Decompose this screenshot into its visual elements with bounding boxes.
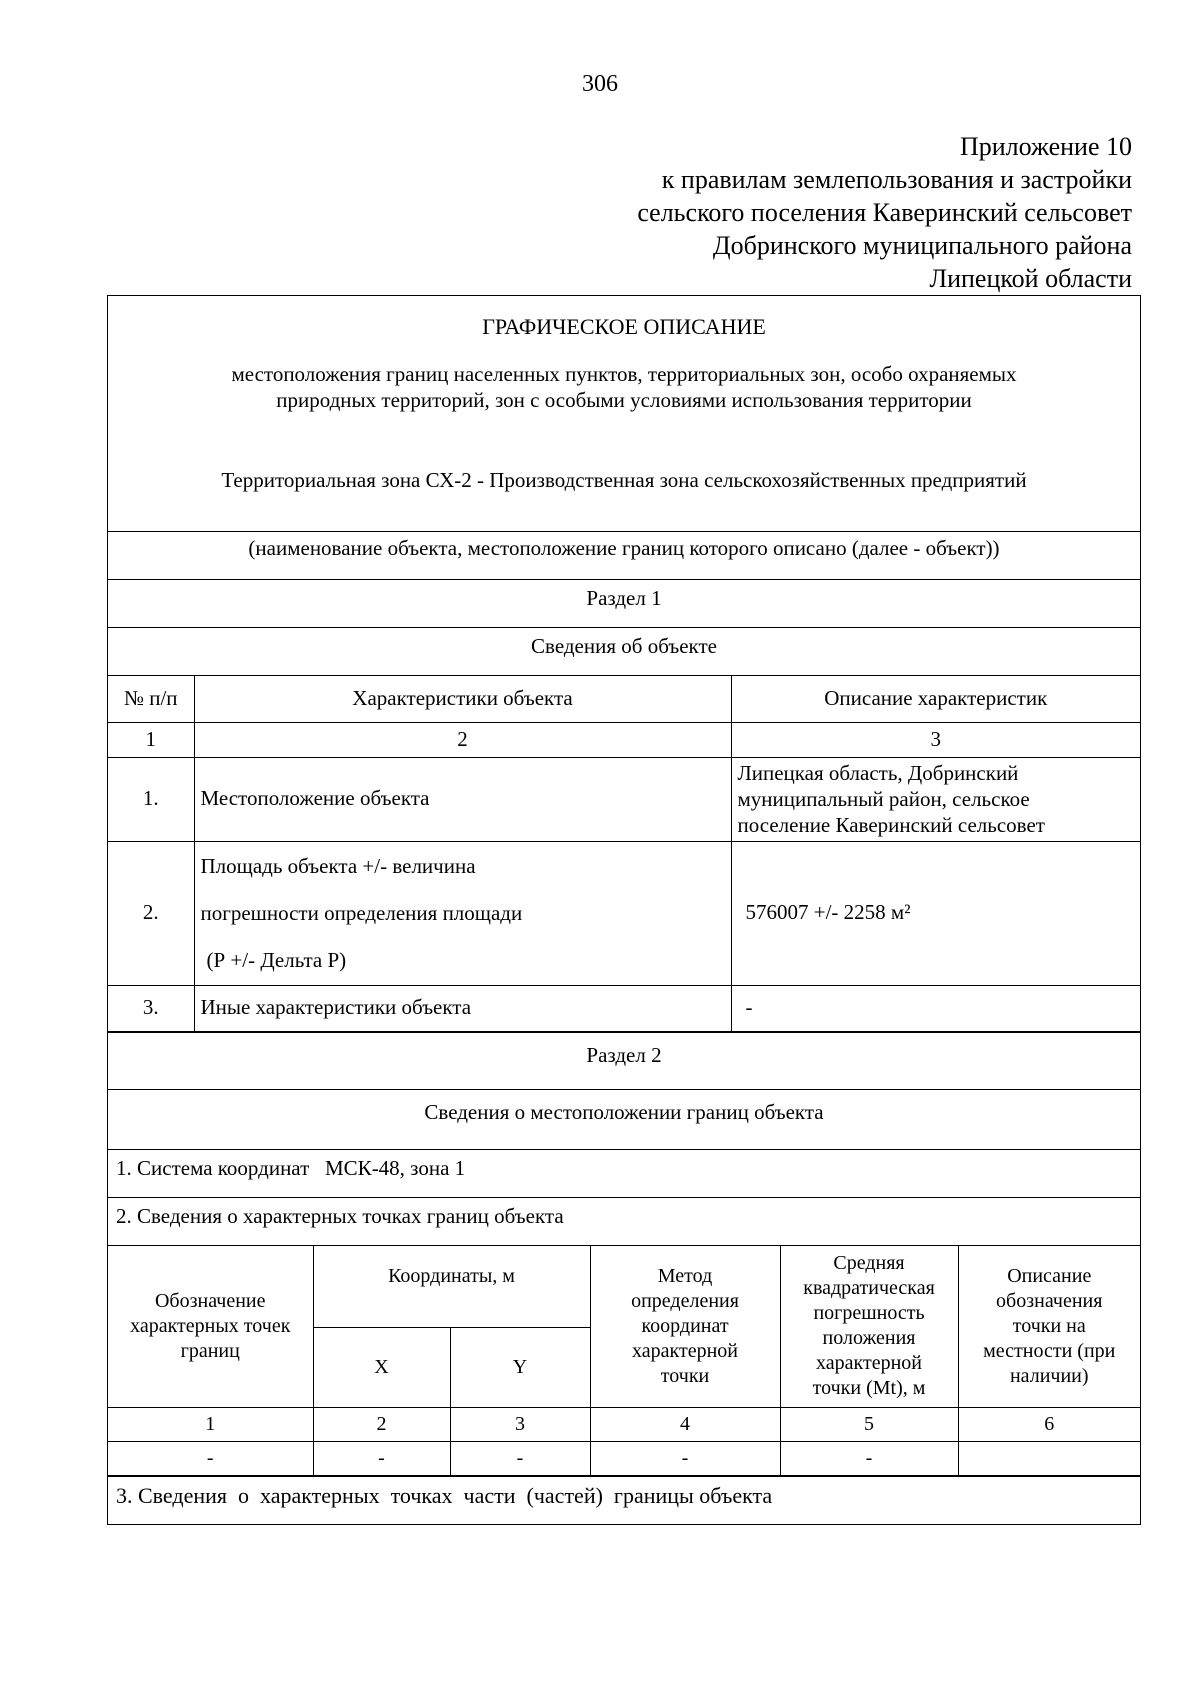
object-caption: (наименование объекта, местоположение границ которого описано (далее - объект)): [108, 532, 1140, 580]
appendix-line: Липецкой области: [929, 264, 1132, 293]
column-header: Координаты, м: [313, 1246, 590, 1328]
column-number: 5: [780, 1408, 958, 1442]
column-header: Y: [450, 1328, 590, 1408]
name-line: (Р +/- Дельта Р): [206, 947, 347, 972]
value-line: Липецкая область, Добринский: [737, 761, 1019, 785]
column-header: Метод определения координат характерной точки: [590, 1246, 780, 1408]
characteristic-value: 576007 +/- 2258 м²: [731, 841, 1140, 985]
row-number: 3.: [108, 985, 194, 1031]
column-number: 1: [108, 722, 194, 757]
characteristic-name: Иные характеристики объекта: [194, 985, 731, 1031]
characteristic-value: -: [731, 985, 1140, 1031]
column-header: Описание характеристик: [731, 676, 1140, 722]
column-header: № п/п: [108, 676, 194, 722]
boundary-points-table: [108, 1246, 1140, 1477]
column-header: Обозначение характерных точек границ: [108, 1246, 313, 1408]
section-1-title: Раздел 1: [108, 580, 1140, 628]
name-line: погрешности определения площади: [200, 900, 523, 925]
table-row: [108, 985, 1140, 1031]
column-header: X: [313, 1328, 450, 1408]
table-cell: -: [108, 1442, 313, 1476]
column-header: Средняя квадратическая погрешность положения характерной точки (Mt), м: [780, 1246, 958, 1408]
table-cell: -: [780, 1442, 958, 1476]
section-1-heading: Сведения об объекте: [108, 628, 1140, 676]
column-number: 6: [958, 1408, 1140, 1442]
page-number: 306: [582, 71, 618, 97]
form-title: ГРАФИЧЕСКОЕ ОПИСАНИЕ: [482, 314, 766, 339]
form-header: [108, 296, 1140, 532]
parts-heading: 3. Сведения о характерных точках части (частей) границы объекта: [108, 1476, 1140, 1524]
form-subtitle: [148, 361, 1100, 413]
column-number: 2: [194, 722, 731, 757]
object-info-table: [108, 676, 1140, 1032]
row-number: 1.: [108, 757, 194, 841]
column-number: 3: [731, 722, 1140, 757]
row-number: 2.: [108, 841, 194, 985]
table-cell: -: [450, 1442, 590, 1476]
table-row: [108, 757, 1140, 841]
column-number: 2: [313, 1408, 450, 1442]
section-2-title: Раздел 2: [108, 1032, 1140, 1090]
characteristic-name: Местоположение объекта: [194, 757, 731, 841]
form-subtitle-line: природных территорий, зон с особыми условиями использования территории: [276, 388, 972, 412]
appendix-line: Добринского муниципального района: [712, 231, 1132, 260]
table-row: [108, 1442, 1140, 1476]
graphic-description-form: [107, 295, 1141, 1525]
appendix-line: к правилам землепользования и застройки: [661, 165, 1132, 194]
column-header: Описание обозначения точки на местности (при наличии): [958, 1246, 1140, 1408]
name-line: Площадь объекта +/- величина: [200, 853, 476, 878]
characteristic-value: [731, 757, 1140, 841]
column-number: 4: [590, 1408, 780, 1442]
table-row: [108, 841, 1140, 985]
points-heading: 2. Сведения о характерных точках границ объекта: [108, 1198, 1140, 1246]
coordinate-system: 1. Система координат МСК-48, зона 1: [108, 1150, 1140, 1198]
table-cell: -: [313, 1442, 450, 1476]
column-number: 3: [450, 1408, 590, 1442]
section-2-heading: Сведения о местоположении границ объекта: [108, 1090, 1140, 1150]
value-line: муниципальный район, сельское: [737, 787, 1030, 811]
appendix-line: Приложение 10: [959, 132, 1132, 161]
zone-name: Территориальная зона СХ-2 - Производственная зона сельскохозяйственных предприятий: [221, 468, 1027, 492]
value-line: поселение Каверинский сельсовет: [737, 813, 1045, 837]
column-header: Характеристики объекта: [194, 676, 731, 722]
table-cell: [958, 1442, 1140, 1476]
appendix-header: [637, 130, 1132, 295]
column-number: 1: [108, 1408, 313, 1442]
appendix-line: сельского поселения Каверинский сельсовет: [637, 198, 1132, 227]
table-cell: -: [590, 1442, 780, 1476]
form-subtitle-line: местоположения границ населенных пунктов, территориальных зон, особо охраняемых: [231, 362, 1017, 386]
characteristic-name: [194, 841, 731, 985]
